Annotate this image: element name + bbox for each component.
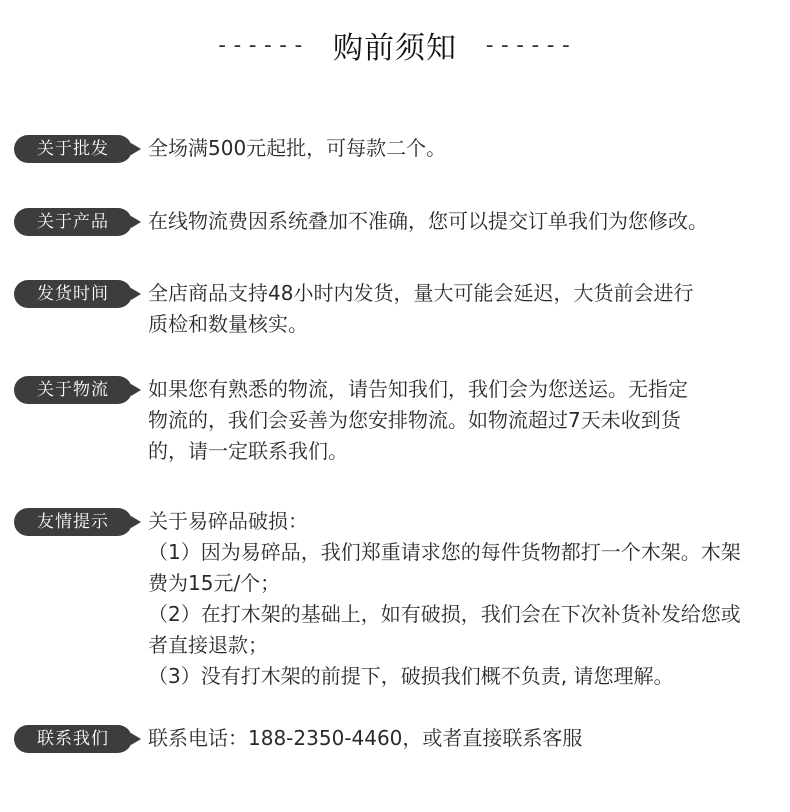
section-badge: 友情提示: [14, 508, 132, 536]
text-line: 的，请一定联系我们。: [148, 439, 348, 463]
text-line: 质检和数量核实。: [148, 312, 308, 336]
section-badge: 关于产品: [14, 208, 132, 236]
text-line: 费为15元/个；: [148, 571, 281, 595]
section-badge: 关于批发: [14, 135, 132, 163]
text-line: 如果您有熟悉的物流，请告知我们，我们会为您送运。无指定: [148, 377, 688, 401]
text-line: 者直接退款；: [148, 633, 268, 657]
header-dashes-right: ------: [483, 32, 575, 58]
text-line: 全店商品支持48小时内发货，量大可能会延迟，大货前会进行: [148, 281, 694, 305]
section-badge: 联系我们: [14, 725, 132, 753]
section-text: [148, 278, 768, 340]
section-badge: 关于物流: [14, 376, 132, 404]
section-text: [148, 374, 768, 467]
section-text: [148, 723, 768, 754]
section-text: [148, 133, 768, 164]
text-line: 在线物流费因系统叠加不准确，您可以提交订单我们为您修改。: [148, 209, 708, 233]
header-dashes-left: ------: [215, 32, 307, 58]
text-line: （3）没有打木架的前提下，破损我们概不负责, 请您理解。: [148, 664, 674, 688]
section-text: [148, 506, 768, 692]
text-line: （2）在打木架的基础上，如有破损，我们会在下次补货补发给您或: [148, 602, 741, 626]
section-text: [148, 206, 768, 237]
text-line: 关于易碎品破损：: [148, 509, 308, 533]
text-line: 物流的，我们会妥善为您安排物流。如物流超过7天未收到货: [148, 408, 681, 432]
section-badge: 发货时间: [14, 280, 132, 308]
page-header: [0, 20, 790, 70]
page-title: 购前须知: [333, 31, 457, 66]
text-line: 全场满500元起批，可每款二个。: [148, 136, 447, 160]
contact-text: 联系电话：188-2350-4460，或者直接联系客服: [148, 726, 583, 750]
text-line: （1）因为易碎品，我们郑重请求您的每件货物都打一个木架。木架: [148, 540, 741, 564]
